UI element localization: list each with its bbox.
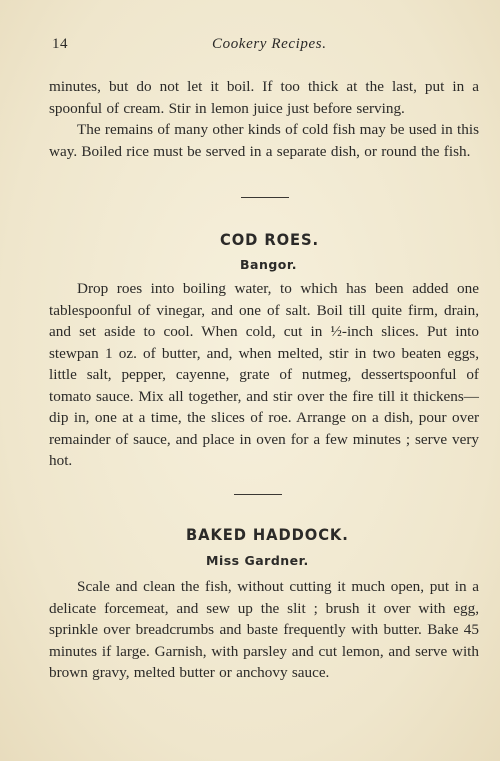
paragraph: Scale and clean the fish, without cutting it much open, put in a delicate forcemeat, and sew up the slit ; brush it over with egg, sprinkle over breadcrumbs and baste frequently with butter. Bake 45 minutes if large. Garnish, with parsley and cut lemon, and serve with brown gravy, melted butter or anchovy sauce. [49,578,479,681]
continued-recipe-text [49,76,479,162]
recipe-heading-cod-roes: COD ROES. [220,230,320,249]
running-head [52,36,472,56]
paragraph: Drop roes into boiling water, to which has been added one tablespoonful of vinegar, and one of salt. Boil till quite firm, drain, and set aside to cool. When cold, cut in ½-inch slices. Put into stewpan 1 oz. of butter, and, when melted, stir in two beaten eggs, little salt, pepper, cayenne, grate of nutmeg, dessertspoonful of tomato sauce. Mix all together, and stir over the fire till it thickens—dip in, one at a time, the slices of roe. Arrange on a dish, pour over remainder of sauce, and place in oven for a few minutes ; serve very hot. [49,280,479,469]
recipe-body-baked-haddock [49,576,479,684]
recipe-heading-baked-haddock: BAKED HADDOCK. [186,525,349,544]
paragraph: minutes, but do not let it boil. If too thick at the last, put in a spoonful of cream. Stir in lemon juice just before serving. [49,78,479,117]
section-divider [241,197,289,198]
section-divider [234,494,282,495]
recipe-body-cod-roes [49,278,479,472]
running-title: Cookery Recipes. [212,36,327,52]
page-number: 14 [52,36,68,52]
recipe-contributor: Miss Gardner. [206,553,309,568]
recipe-contributor: Bangor. [240,257,298,272]
paragraph: The remains of many other kinds of cold fish may be used in this way. Boiled rice must be served in a separate dish, or round the fish. [49,121,479,160]
